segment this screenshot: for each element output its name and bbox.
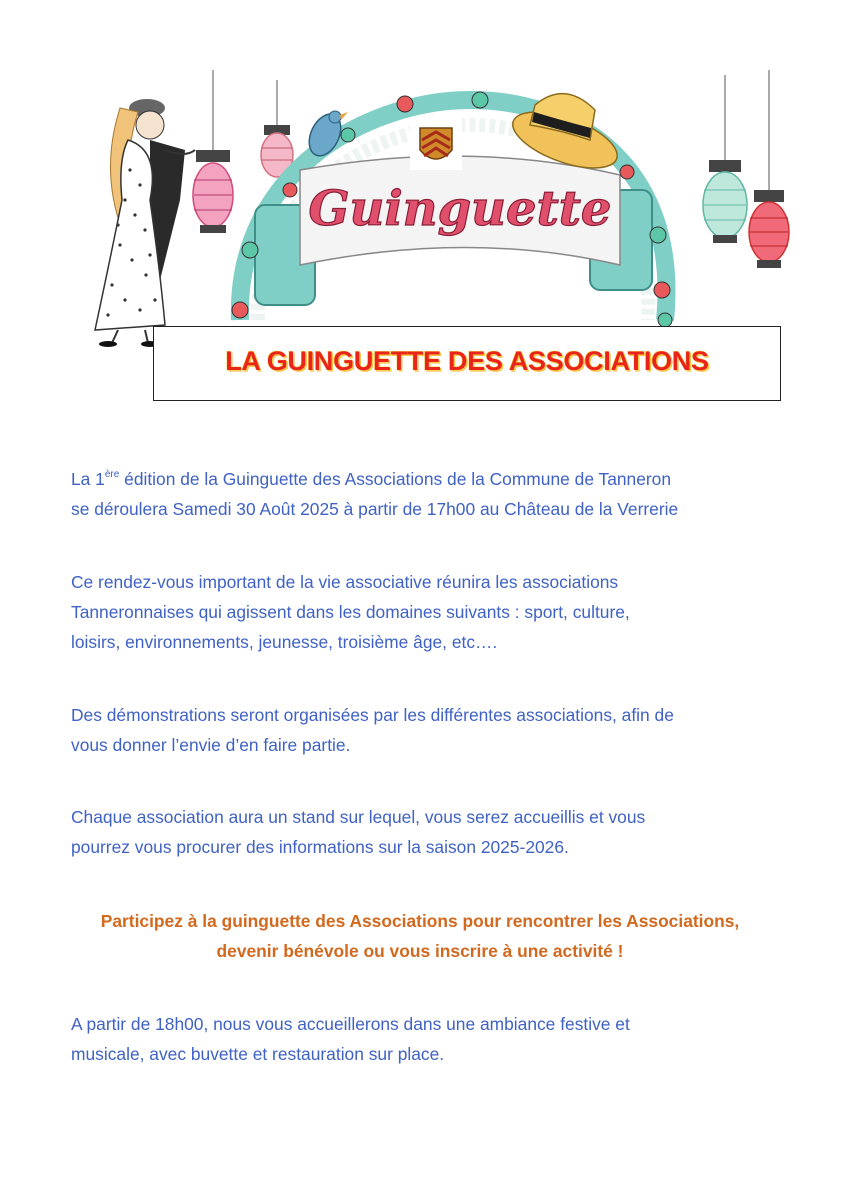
page-title: LA GUINGUETTE DES ASSOCIATIONS [225, 346, 709, 376]
paper-lantern-icon [749, 190, 789, 268]
demonstrations-paragraph: Des démonstrations seront organisées par les différentes associations, afin de vous donner l’envie d’en faire partie. [71, 705, 674, 755]
domains-paragraph: Ce rendez-vous important de la vie associative réunira les associations Tanneronnaises qui agissent dans les domaines suivants : sport, culture, loisirs, environnements, jeunesse, troisième âge, etc…. [71, 572, 630, 652]
intro-line-2: se déroulera Samedi 30 Août 2025 à partir de 17h00 au Château de la Verrerie [71, 499, 679, 519]
stand-paragraph: Chaque association aura un stand sur lequel, vous serez accueillis et vous pourrez vous procurer des informations sur la saison 2025-2026. [71, 807, 646, 857]
paper-lantern-icon [193, 150, 233, 233]
ambiance-paragraph: A partir de 18h00, nous vous accueillerons dans une ambiance festive et musicale, avec buvette et restauration sur place. [71, 1014, 630, 1064]
dancing-couple-illustration [95, 99, 195, 347]
paper-lantern-icon [703, 160, 747, 243]
intro-line-1: La 1ère édition de la Guinguette des Associations de la Commune de Tanneron [71, 469, 672, 489]
intro-paragraph [71, 464, 771, 524]
title-box [153, 326, 781, 401]
coat-of-arms-icon [410, 118, 462, 170]
guinguette-logo-word: Guinguette [308, 181, 612, 237]
call-to-action: Participez à la guinguette des Associations pour rencontrer les Associations, devenir bénévole ou vous inscrire à une activité ! [100, 911, 740, 961]
